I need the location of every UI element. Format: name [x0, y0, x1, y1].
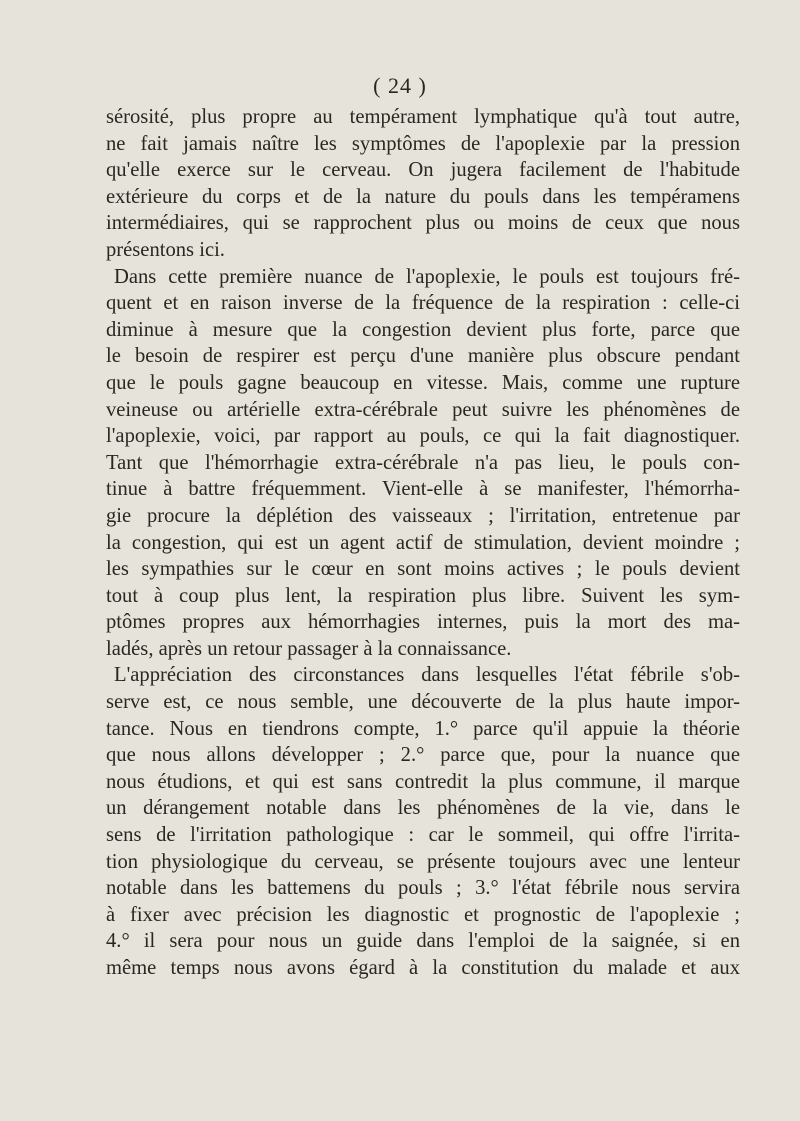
text-line: même temps nous avons égard à la constitution du malade et aux — [106, 957, 740, 979]
text-line: le besoin de respirer est perçu d'une manière plus obscure pendant — [106, 345, 740, 368]
text-line: les sympathies sur le cœur en sont moins actives ; le pouls devient — [106, 558, 740, 581]
paragraph-start-line: L'appréciation des circonstances dans lesquelles l'état fébrile s'ob- — [114, 664, 740, 687]
text-line: tance. Nous en tiendrons compte, 1.° parce qu'il appuie la théorie — [106, 717, 740, 740]
text-line: extérieure du corps et de la nature du pouls dans les tempéramens — [106, 185, 740, 208]
text-line: présentons ici. — [106, 238, 225, 261]
text-line: Tant que l'hémorrhagie extra-cérébrale n'a pas lieu, le pouls con- — [106, 451, 740, 474]
page-number: ( 24 ) — [373, 73, 427, 98]
text-line: tion physiologique du cerveau, se présente toujours avec une lenteur — [106, 850, 740, 873]
paragraph-start-line: Dans cette première nuance de l'apoplexie, le pouls est toujours fré- — [114, 265, 740, 288]
body-text — [106, 104, 740, 982]
text-line: ne fait jamais naître les symptômes de l'apoplexie par la pression — [106, 132, 740, 155]
text-line: que le pouls gagne beaucoup en vitesse. Mais, comme une rupture — [106, 371, 740, 394]
text-line: quent et en raison inverse de la fréquence de la respiration : celle-ci — [106, 292, 740, 315]
text-line: qu'elle exerce sur le cerveau. On jugera facilement de l'habitude — [106, 159, 740, 182]
text-line: sens de l'irritation pathologique : car le sommeil, qui offre l'irrita- — [106, 824, 740, 847]
text-line: tinue à battre fréquemment. Vient-elle à se manifester, l'hémorrha- — [106, 478, 740, 501]
text-line: gie procure la déplétion des vaisseaux ; l'irritation, entretenue par — [106, 504, 740, 527]
text-line: la congestion, qui est un agent actif de stimulation, devient moindre ; — [106, 531, 740, 554]
text-line: l'apoplexie, voici, par rapport au pouls, ce qui la fait diagnostiquer. — [106, 425, 740, 448]
text-line: sérosité, plus propre au tempérament lymphatique qu'à tout autre, — [106, 106, 740, 128]
text-line: serve est, ce nous semble, une découverte de la plus haute impor- — [106, 691, 740, 714]
text-line: notable dans les battemens du pouls ; 3.° l'état fébrile nous servira — [106, 877, 740, 900]
text-line: nous étudions, et qui est sans contredit la plus commune, il marque — [106, 770, 740, 793]
text-line: tout à coup plus lent, la respiration plus libre. Suivent les sym- — [106, 584, 740, 607]
text-line: à fixer avec précision les diagnostic et prognostic de l'apoplexie ; — [106, 903, 740, 926]
text-line: ptômes propres aux hémorrhagies internes, puis la mort des ma- — [106, 611, 740, 634]
text-line: un dérangement notable dans les phénomènes de la vie, dans le — [106, 797, 740, 820]
text-line: intermédiaires, qui se rapprochent plus ou moins de ceux que nous — [106, 212, 740, 235]
text-line: diminue à mesure que la congestion devient plus forte, parce que — [106, 318, 740, 341]
text-line: que nous allons développer ; 2.° parce que, pour la nuance que — [106, 744, 740, 767]
text-line: ladés, après un retour passager à la connaissance. — [106, 637, 512, 660]
text-line: 4.° il sera pour nous un guide dans l'emploi de la saignée, si en — [106, 930, 740, 953]
text-line: veineuse ou artérielle extra-cérébrale peut suivre les phénomènes de — [106, 398, 740, 421]
